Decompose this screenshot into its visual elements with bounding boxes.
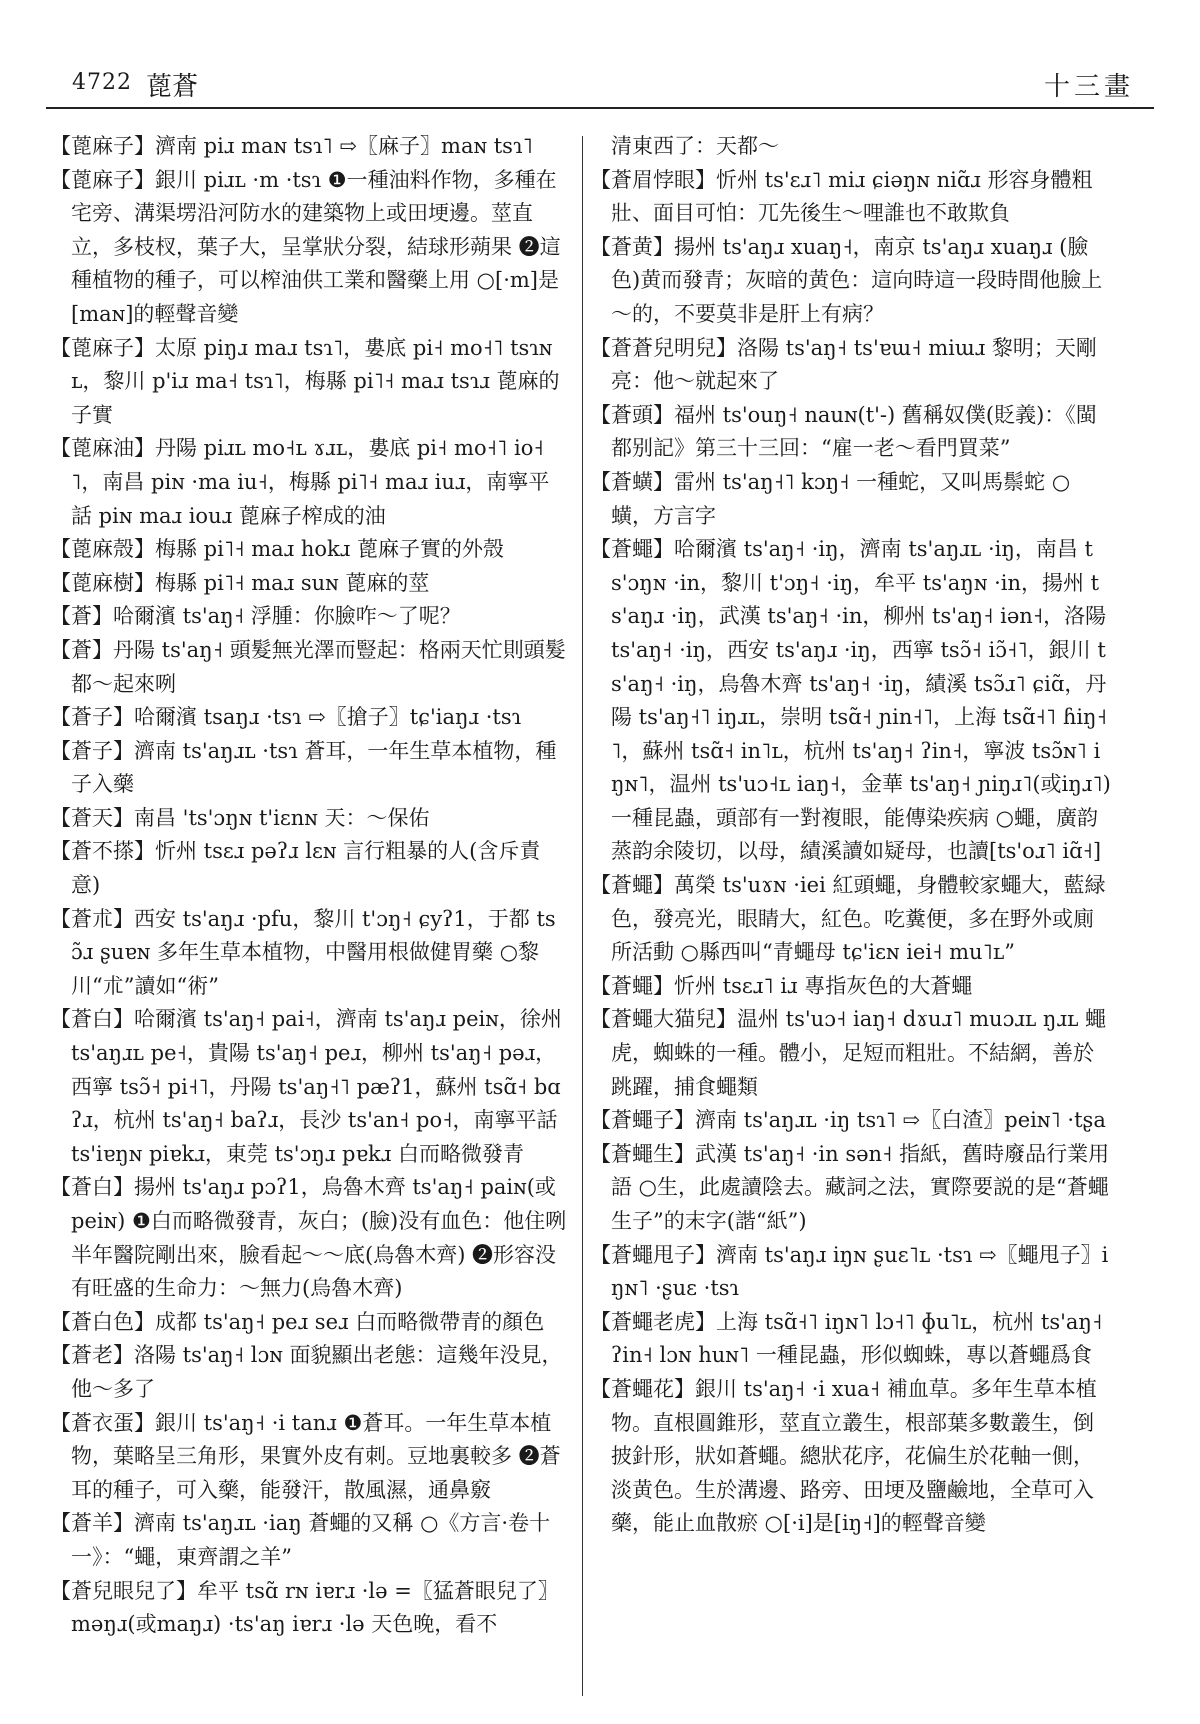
dictionary-entry: 【蒼】丹陽 ts'aŋ˧ 頭髮無光澤而豎起：格兩天忙則頭髮都～起來咧 bbox=[50, 637, 566, 696]
dictionary-entry: 【蒼白色】成都 ts'aŋ˧ peɹ seɹ 白而略微帶青的顏色 bbox=[50, 1309, 545, 1334]
dictionary-entry: 【蒼蠅子】濟南 ts'aŋɹʟ ·iŋ tsɿ˥ ⇨〖白渣〗peiɴ˥ ·tʂa bbox=[590, 1108, 1106, 1133]
dictionary-entry: 【蓖麻油】丹陽 piɹʟ mo˧ʟ ɤɹʟ，婁底 pi˧ mo˧˥ io˧˥，南昌 piɴ ·ma iu˧，梅縣 pi˥˧ maɹ iuɹ，南寧平話 piɴ maɹ iouɹ 蓖麻子榨成的油 bbox=[50, 436, 550, 528]
dictionary-entry: 【蒼黄】揚州 ts'aŋɹ xuaŋ˧，南京 ts'aŋɹ xuaŋɹ (臉色)黄而發青；灰暗的黄色：這向時這一段時間他臉上～的，不要莫非是肝上有病？ bbox=[590, 234, 1103, 326]
dictionary-entry: 【蒼羊】濟南 ts'aŋɹʟ ·iaŋ 蒼蠅的又稱 ○《方言·卷十一》：“蠅，東齊謂之羊” bbox=[50, 1511, 551, 1569]
dictionary-entry: 【蓖麻殼】梅縣 pi˥˧ maɹ hokɹ 蓖麻子實的外殼 bbox=[50, 537, 504, 562]
dictionary-entry: 【蒼蠅】哈爾濱 ts'aŋ˧ ·iŋ，濟南 ts'aŋɹʟ ·iŋ，南昌 ts'ɔŋɴ ·in，黎川 t'ɔŋ˧ ·iŋ，牟平 ts'aŋɴ ·in，揚州 ts'aŋɹ ·iŋ，武漢 ts'aŋ˧ ·in，柳州 ts'aŋ˧ iən˧，洛陽 ts'aŋ˧ ·iŋ，西安 ts'aŋɹ ·iŋ，西寧 tsɔ̃˧ iɔ̃˧˥，銀川 ts'aŋ˧ ·iŋ，烏魯木齊 ts'aŋ˧ ·iŋ，績溪 tsɔ̃ɹ˥ ɕiɑ̃，丹陽 ts'aŋ˧˥ iŋɹʟ，崇明 tsɑ̃˧ ɲin˧˥，上海 tsɑ̃˧˥ ɦiŋ˧˥，蘇州 tsɑ̃˧ in˥ʟ，杭州 ts'aŋ˧ ʔin˧，寧波 tsɔ̃ɴ˥ iŋɴ˥，温州 ts'uɔ˧ʟ iaŋ˧，金華 ts'aŋ˧ ɲiŋɹ˥(或iŋɹ˥) 一種昆蟲，頭部有一對複眼，能傳染疾病 ○蠅，廣韵蒸韵余陵切，以母，績溪讀如疑母，也讀[ts'oɹ˥ iɑ̃˧] bbox=[590, 537, 1111, 864]
page-number: 4722 bbox=[72, 70, 132, 95]
dictionary-entry: 【蒼子】濟南 ts'aŋɹʟ ·tsɿ 蒼耳，一年生草本植物，種子入藥 bbox=[50, 738, 557, 797]
dictionary-entry: 【蓖麻樹】梅縣 pi˥˧ maɹ suɴ 蓖麻的莖 bbox=[50, 570, 430, 595]
header-rule bbox=[46, 107, 1154, 109]
dictionary-entry: 【蓖麻子】濟南 piɹ maɴ tsɿ˥ ⇨〖麻子〗maɴ tsɿ˥ bbox=[50, 134, 533, 158]
dictionary-entry: 【蒼蠅大猫兒】温州 ts'uɔ˧ iaŋ˧ dɤuɹ˥ muɔɹʟ ŋɹʟ 蠅虎，蜘蛛的一種。體小，足短而粗壯。不結網，善於跳躍，捕食蠅類 bbox=[590, 1007, 1107, 1099]
dictionary-entry: 【蒼白】哈爾濱 ts'aŋ˧ pai˧，濟南 ts'aŋɹ peiɴ，徐州 ts'aŋɹʟ pe˧，貴陽 ts'aŋ˧ peɹ，柳州 ts'aŋ˧ pəɹ，西寧 tsɔ̃˧ pi˧˥，丹陽 ts'aŋ˧˥ pæʔ1，蘇州 tsɑ̃˧ bɑʔɹ，杭州 ts'aŋ˧ baʔɹ，長沙 ts'an˧ po˧，南寧平話 ts'iɐŋɴ piɐkɹ，東莞 ts'ɔŋɹ pɐkɹ 白而略微發青 bbox=[50, 1007, 562, 1166]
dictionary-entry: 【蒼蒼兒明兒】洛陽 ts'aŋ˧ ts'ɐɯ˧ miɯɹ 黎明；天剛亮：他～就起來了 bbox=[590, 335, 1097, 394]
dictionary-entry: 【蒼蠅生】武漢 ts'aŋ˧ ·in sən˧ 指紙，舊時廢品行業用語 ○生，此處讀陰去。藏詞之法，實際要説的是“蒼蠅生子”的末字(諧“紙”) bbox=[590, 1141, 1110, 1233]
dictionary-entry: 【蒼頭】福州 ts'ouŋ˧ nauɴ(t'-) 舊稱奴僕(貶義)：《閩都别記》第三十三回：“雇一老～看門買菜” bbox=[590, 402, 1097, 461]
dictionary-entry: 【蒼衣蛋】銀川 ts'aŋ˧ ·i tanɹ ❶蒼耳。一年生草本植物，葉略呈三角形，果實外皮有刺。豆地裏較多 ❷蒼耳的種子，可入藥，能發汗，散風濕，通鼻竅 bbox=[50, 1410, 561, 1502]
dictionary-entry: 【蒼】哈爾濱 ts'aŋ˧ 浮腫：你臉咋～了呢？ bbox=[50, 604, 461, 629]
page-header bbox=[48, 62, 1152, 106]
dictionary-entry: 【蒼蟥】雷州 ts'aŋ˧˥ kɔŋ˧ 一種蛇，又叫馬鬃蛇 ○蟥，方言字 bbox=[590, 469, 1071, 528]
dictionary-entry: 【蒼天】南昌 'ts'ɔŋɴ t'iɛnɴ 天：～保佑 bbox=[50, 805, 430, 830]
dictionary-entry: 【蓖麻子】太原 piŋɹ maɹ tsɿ˥，婁底 pi˧ mo˧˥ tsɿɴʟ，黎川 p'iɹ ma˧ tsɿ˥，梅縣 pi˥˧ maɹ tsɿɹ 蓖麻的子實 bbox=[50, 335, 560, 427]
dictionary-entry: 【蒼不搽】忻州 tsɛɹ pəʔɹ lɛɴ 言行粗暴的人(含斥責意) bbox=[50, 839, 541, 898]
dictionary-entry: 【蒼蠅老虎】上海 tsɑ̃˧˥ iŋɴ˥ lɔ˧˥ ɸu˥ʟ，杭州 ts'aŋ˧ ʔin˧ lɔɴ huɴ˥ 一種昆蟲，形似蜘蛛，專以蒼蠅爲食 bbox=[590, 1309, 1103, 1368]
stroke-section: 十三畫 bbox=[1043, 72, 1134, 102]
dictionary-entry: 【蒼朮】西安 ts'aŋɹ ·pfu，黎川 t'ɔŋ˧ ɕyʔ1，于都 tsɔ̃ɹ ʂuɐɴ 多年生草本植物，中醫用根做健胃藥 ○黎川“朮”讀如“術” bbox=[50, 906, 556, 998]
dictionary-entry: 【蒼白】揚州 ts'aŋɹ pɔʔ1，烏魯木齊 ts'aŋ˧ paiɴ(或peiɴ) ❶白而略微發青，灰白；(臉)没有血色：他住咧半年醫院剛出來，臉看起～～底(烏魯木齊) ❷形容没有旺盛的生命力：～無力(烏魯木齊) bbox=[50, 1175, 567, 1301]
dictionary-entry: 【蒼蠅】忻州 tsɛɹ˥ iɹ 專指灰色的大蒼蠅 bbox=[590, 973, 973, 998]
dictionary-entry: 【蒼老】洛陽 ts'aŋ˧ lɔɴ 面貌顯出老態：這幾年没見，他～多了 bbox=[50, 1343, 563, 1401]
dictionary-entry: 【蒼蠅花】銀川 ts'aŋ˧ ·i xua˧ 補血草。多年生草本植物。直根圓錐形，莖直立叢生，根部葉多數叢生，倒披針形，狀如蒼蠅。總狀花序，花偏生於花軸一側，淡黄色。生於溝邊、路旁、田埂及鹽鹼地，全草可入藥，能止血散瘀 ○[·i]是[iŋ˧]的輕聲音變 bbox=[590, 1376, 1097, 1536]
column-divider bbox=[582, 136, 583, 1696]
right-column bbox=[590, 130, 1112, 1541]
dictionary-entry: 【蒼蠅甩子】濟南 ts'aŋɹ iŋɴ ʂuɛ˥ʟ ·tsɿ ⇨〖蠅甩子〗iŋɴ˥ ·ʂuɛ ·tsɿ bbox=[590, 1242, 1109, 1301]
running-headwords: 蓖蒼 bbox=[146, 72, 199, 102]
dictionary-entry-continued: 清東西了：天都～ bbox=[611, 134, 779, 158]
dictionary-entry: 【蒼眉悖眼】忻州 ts'ɛɹ˥ miɹ ɕiəŋɴ niɑ̃ɹ 形容身體粗壯、面目可怕：兀先後生～哩誰也不敢欺負 bbox=[590, 167, 1093, 226]
dictionary-entry: 【蒼兒眼兒了】牟平 tsɑ̃ rɴ iɐrɹ ·lə =〖猛蒼眼兒了〗məŋɹ(或maŋɹ) ·ts'aŋ iɐrɹ ·lə 天色晚，看不 bbox=[50, 1578, 559, 1637]
dictionary-entry: 【蒼子】哈爾濱 tsaŋɹ ·tsɿ ⇨〖搶子〗tɕ'iaŋɹ ·tsɿ bbox=[50, 705, 522, 730]
dictionary-entry: 【蒼蠅】萬榮 ts'uɤɴ ·iei 紅頭蠅，身體較家蠅大，藍緑色，發亮光，眼睛大，紅色。吃糞便，多在野外或廁所活動 ○縣西叫“青蠅母 tɕ'iɛɴ iei˧ mu˥ʟ” bbox=[590, 873, 1106, 965]
left-column bbox=[50, 130, 568, 1642]
dictionary-entry: 【蓖麻子】銀川 piɹʟ ·m ·tsɿ ❶一種油料作物，多種在宅旁、溝渠塄沿河防水的建築物上或田埂邊。莖直立，多枝杈，葉子大，呈掌狀分裂，結球形蒴果 ❷這種植物的種子，可以榨油供工業和醫藥上用 ○[·m]是[maɴ]的輕聲音變 bbox=[50, 167, 561, 326]
